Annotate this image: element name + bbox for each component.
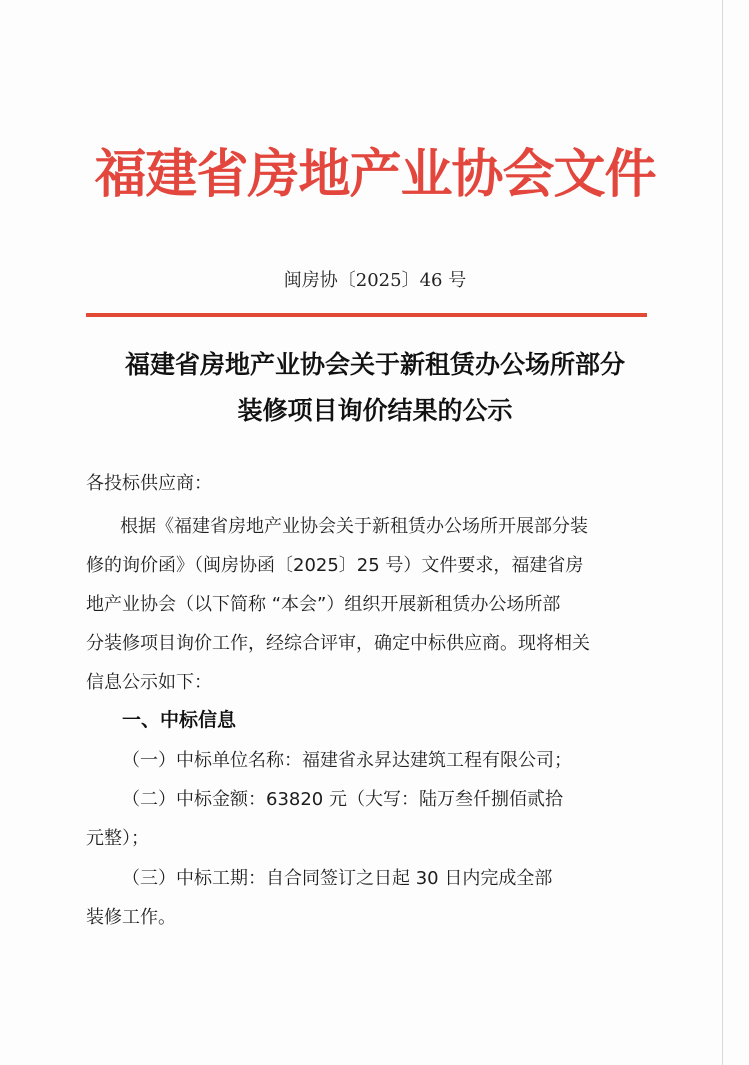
award-period-item-line-2: 装修工作。: [86, 907, 176, 928]
scan-edge-line: [722, 0, 723, 1065]
red-header-title: 福建省房地产业协会文件: [94, 144, 656, 205]
red-divider-rule: [86, 313, 647, 317]
body-line: 修的询价函》（闽房协函〔2025〕25 号）文件要求，福建省房: [86, 555, 584, 576]
document-number: 闽房协〔2025〕46 号: [283, 270, 467, 291]
notice-title: [80, 342, 670, 434]
section-heading-award-info: 一、中标信息: [122, 709, 237, 731]
body-line: 根据《福建省房地产业协会关于新租赁办公场所开展部分装: [120, 516, 588, 537]
body-line: 地产业协会（以下简称 “本会”）组织开展新租赁办公场所部: [86, 594, 561, 615]
award-unit-item: （一）中标单位名称：福建省永昇达建筑工程有限公司；: [122, 750, 572, 771]
body-line: 信息公示如下：: [86, 672, 212, 693]
notice-title-line-2: 装修项目询价结果的公示: [237, 396, 513, 425]
notice-title-line-1: 福建省房地产业协会关于新租赁办公场所部分: [124, 350, 625, 379]
body-line: 分装修项目询价工作，经综合评审，确定中标供应商。现将相关: [86, 633, 590, 654]
award-amount-item-line-2: 元整）；: [86, 828, 149, 849]
award-period-item-line-1: （三）中标工期：自合同签订之日起 30 日内完成全部: [122, 868, 553, 889]
award-amount-item-line-1: （二）中标金额：63820 元（大写：陆万叁仟捌佰贰拾: [122, 789, 563, 810]
salutation: 各投标供应商：: [86, 473, 212, 494]
body-paragraph: [86, 507, 664, 702]
